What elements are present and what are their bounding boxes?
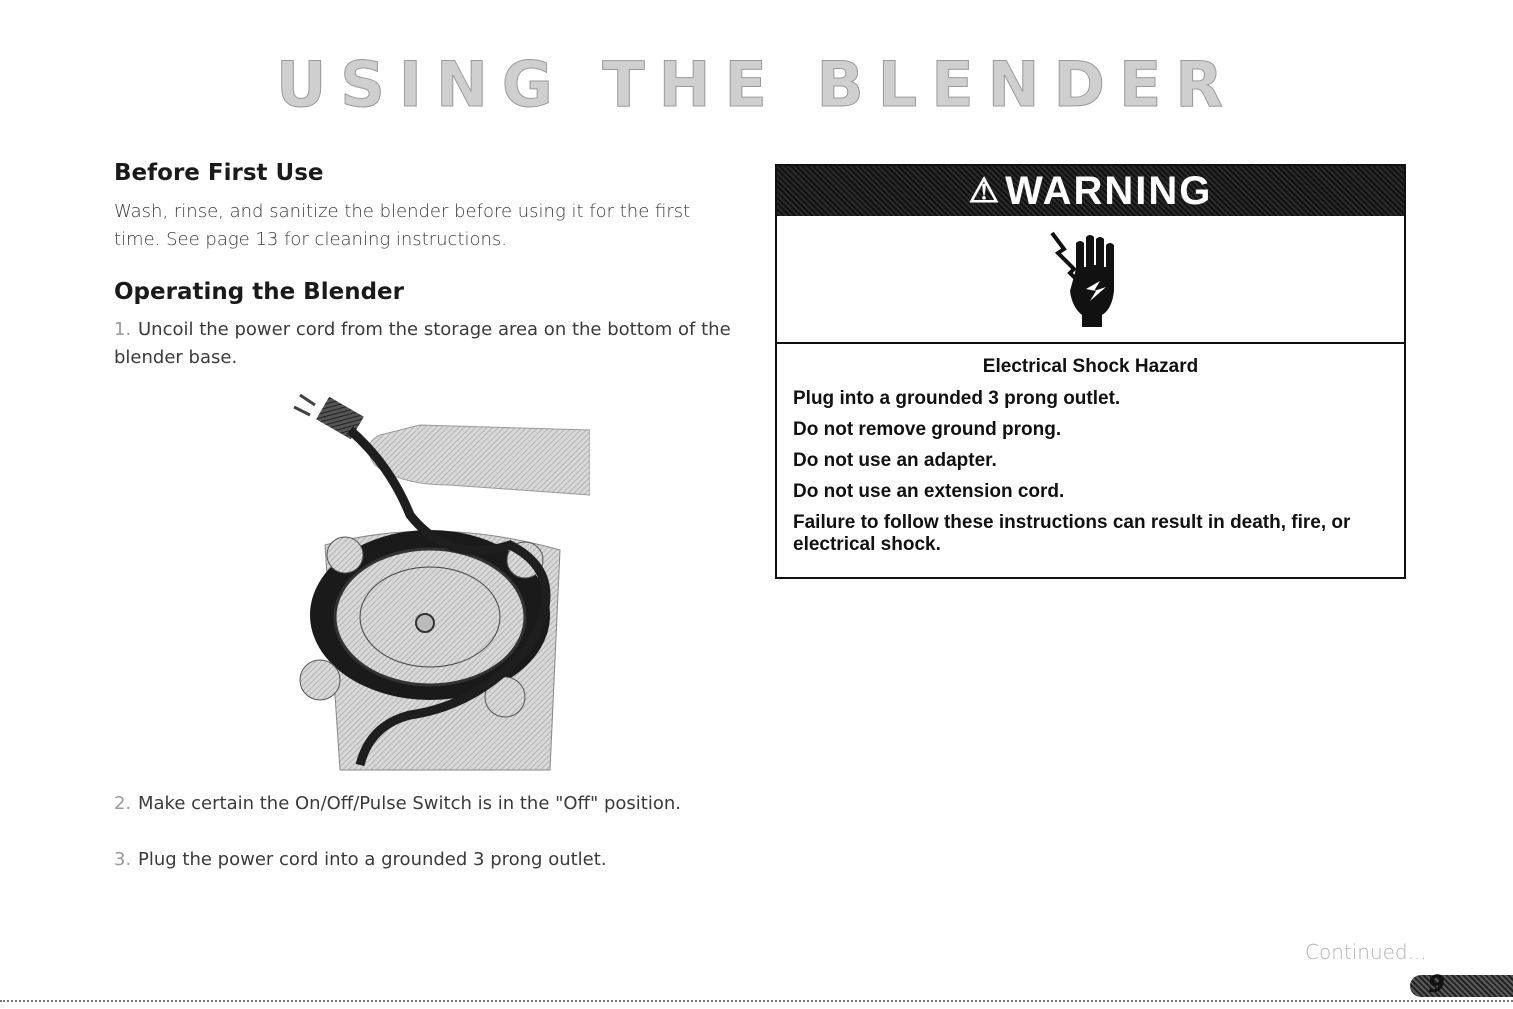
step-3-number: 3.	[114, 849, 132, 870]
step-3	[114, 846, 734, 874]
warning-banner-text: WARNING	[1005, 168, 1213, 213]
page-number: 9	[1428, 970, 1445, 998]
warning-box	[775, 164, 1406, 579]
hazard-line-2: Do not remove ground prong.	[793, 419, 1062, 440]
step-2	[114, 790, 734, 818]
step-2-number: 2.	[114, 793, 132, 814]
page-title: USING THE BLENDER	[275, 48, 1238, 121]
hazard-failure-text: Failure to follow these instructions can result in death, fire, or electrical shock.	[793, 512, 1351, 555]
bottom-divider	[0, 1000, 1513, 1002]
page-number-tab	[1410, 975, 1513, 997]
operating-heading: Operating the Blender	[114, 279, 404, 305]
hazard-line-1: Plug into a grounded 3 prong outlet.	[793, 388, 1121, 409]
step-2-text: Make certain the On/Off/Pulse Switch is in the "Off" position.	[138, 793, 681, 814]
step-3-text: Plug the power cord into a grounded 3 prong outlet.	[138, 849, 607, 870]
before-first-use-heading: Before First Use	[114, 160, 324, 186]
warning-triangle-icon: ⚠	[968, 172, 1002, 210]
continued-label: Continued...	[1305, 940, 1427, 964]
hazard-line-3: Do not use an adapter.	[793, 450, 997, 471]
warning-body	[777, 344, 1404, 556]
shock-hazard-icon-row	[777, 216, 1404, 344]
step-1-number: 1.	[114, 319, 132, 340]
step-1	[114, 316, 734, 372]
warning-banner	[777, 166, 1404, 216]
before-first-use-text: Wash, rinse, and sanitize the blender before using it for the first time. See page 13 for cleaning instructions.	[114, 201, 691, 250]
hazard-line-4: Do not use an extension cord.	[793, 481, 1065, 502]
blender-base-illustration	[280, 385, 590, 775]
hazard-title: Electrical Shock Hazard	[982, 356, 1199, 377]
step-1-text: Uncoil the power cord from the storage area on the bottom of the blender base.	[114, 319, 731, 368]
electric-shock-hand-icon	[1046, 229, 1136, 329]
